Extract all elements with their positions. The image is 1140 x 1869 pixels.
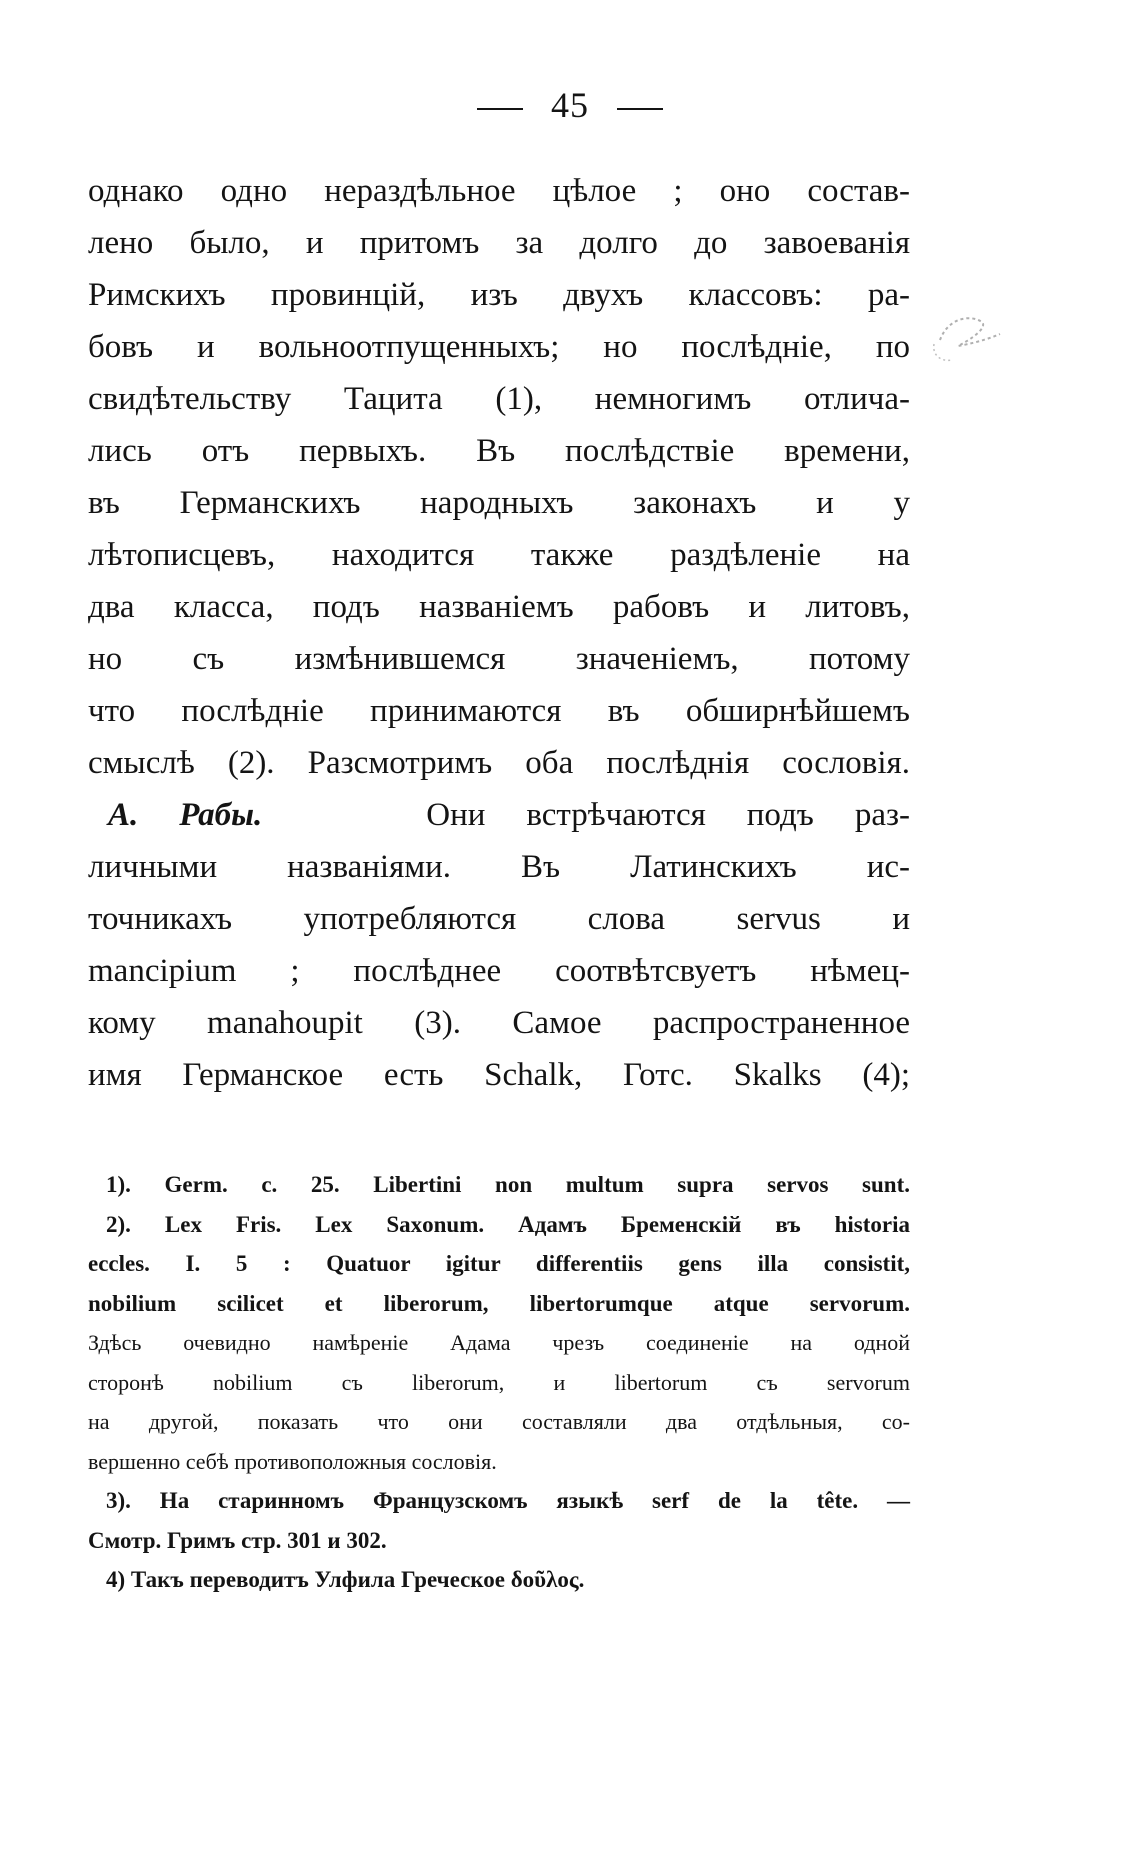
page-number-dash-right [617, 108, 663, 110]
section-first-line [88, 789, 910, 841]
main-text-line: свидѣтельству Тацита (1), немногимъ отлича- [88, 381, 910, 417]
handwritten-pencil-mark-icon [930, 300, 1010, 370]
footnote-line: Здѣсь очевидно намѣреніе Адама чрезъ соединеніе на одной [88, 1330, 910, 1355]
main-text-line: имя Германское есть Schalk, Готс. Skalks (4); [88, 1057, 910, 1093]
footnotes [88, 1165, 910, 1600]
main-text-line: лись отъ первыхъ. Въ послѣдствіе времени, [88, 433, 910, 469]
main-text-line: два класса, подъ названіемъ рабовъ и литовъ, [88, 589, 910, 625]
main-text-line: лено было, и притомъ за долго до завоеванія [88, 225, 910, 261]
main-text-line: Римскихъ провинцій, изъ двухъ классовъ: ра- [88, 277, 910, 313]
main-text-line: что послѣдніе принимаются въ обширнѣйшемъ [88, 693, 910, 729]
footnote-line: eccles. I. 5 : Quatuor igitur differentiis gens illa consistit, [88, 1251, 910, 1276]
main-text-line: смыслѣ (2). Разсмотримъ оба послѣднія сословія. [88, 745, 910, 781]
footnote-line: Смотр. Гримъ стр. 301 и 302. [88, 1527, 387, 1553]
main-text-line: точникахъ употребляются слова servus и [88, 901, 910, 937]
main-text-line: mancipium ; послѣднее соотвѣтсвуетъ нѣмец- [88, 953, 910, 989]
footnote-line: 3). На старинномъ Французскомъ языкѣ serf de la tête. — [106, 1488, 910, 1513]
footnote-line: 4) Такъ переводитъ Улфила Греческое δοῦλος. [106, 1567, 585, 1592]
page-number-dash-left [477, 108, 523, 110]
main-text-line: бовъ и вольноотпущенныхъ; но послѣдніе, по [88, 329, 910, 365]
footnote-line: 1). Germ. c. 25. Libertini non multum supra servos sunt. [106, 1172, 910, 1197]
footnote-line: вершенно себѣ противоположныя сословія. [88, 1448, 497, 1474]
main-text-line: кому manahoupit (3). Самое распространенное [88, 1005, 910, 1041]
footnote-line: на другой, показать что они составляли два отдѣльныя, со- [88, 1409, 910, 1434]
section-line-text: Они встрѣчаются подъ раз- [426, 797, 911, 833]
main-text-line: личными названіями. Въ Латинскихъ ис- [88, 849, 910, 885]
page-number [0, 84, 1140, 126]
footnote-line: nobilium scilicet et liberorum, libertorumque atque servorum. [88, 1290, 910, 1316]
main-text-line: лѣтописцевъ, находится также раздѣленіе на [88, 537, 910, 573]
footnote-line: сторонѣ nobilium съ liberorum, и libertorum съ servorum [88, 1369, 910, 1395]
main-text-line: но съ измѣнившемся значеніемъ, потому [88, 641, 910, 677]
section-heading: А. Рабы. [108, 797, 263, 833]
main-text-line: однако одно нераздѣльное цѣлое ; оно состав- [88, 173, 910, 209]
main-text [88, 165, 910, 1101]
main-text-line: въ Германскихъ народныхъ законахъ и у [88, 485, 910, 521]
footnote-line: 2). Lex Fris. Lex Saxonum. Адамъ Бременскій въ historia [106, 1211, 910, 1237]
page-number-value: 45 [551, 85, 589, 125]
